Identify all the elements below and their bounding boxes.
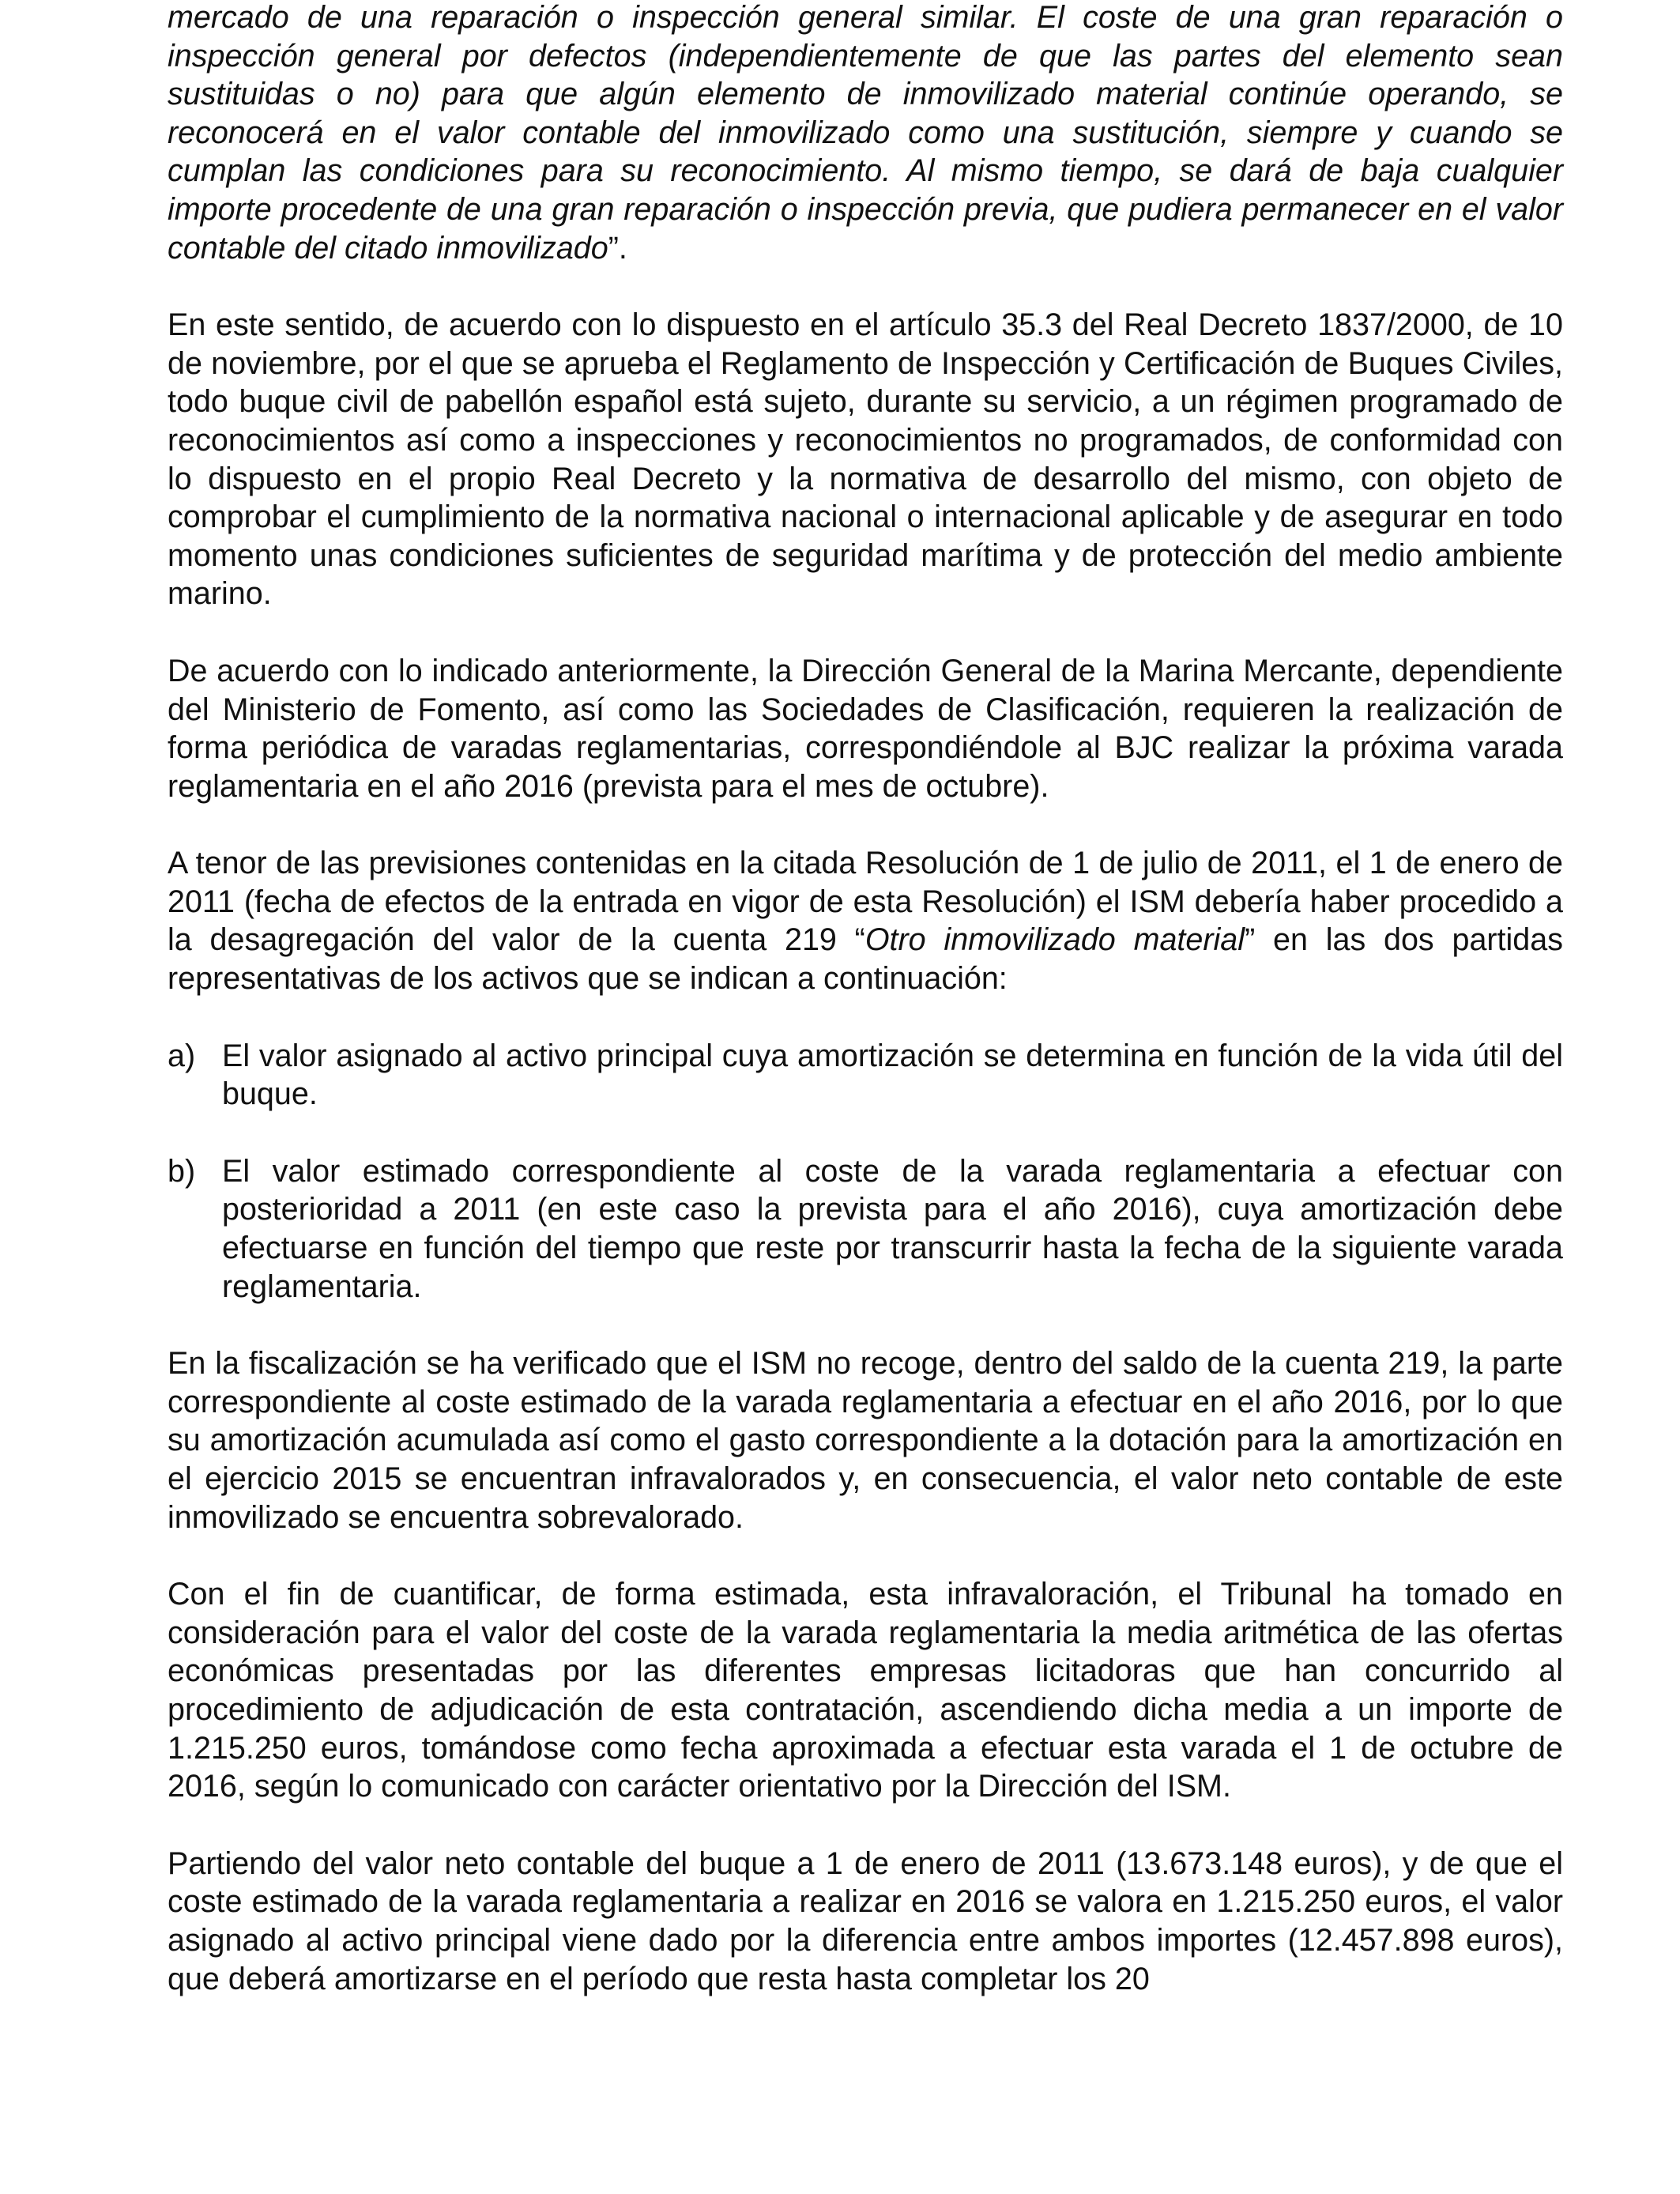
quote-closing-mark: ”. [608,230,627,266]
paragraph-varadas: De acuerdo con lo indicado anteriormente, la Dirección General de la Marina Mercante, dependiente del Ministerio de Fomento, así como las Sociedades de Clasificación, requieren la realización de forma periódica de varadas reglamentarias, correspondiéndole al BJC realizar la próxima varada reglamentaria en el año 2016 (prevista para el mes de octubre). [168,653,1563,804]
quote-italic-text: mercado de una reparación o inspección general similar. El coste de una gran reparación o inspección general por defectos (independientemente de que las partes del elemento sean sustituidas o no) para que algún elemento de inmovilizado material continúe operando, se reconocerá en el valor contable del inmovilizado como una sustitución, siempre y cuando se cumplan las condiciones para su reconocimiento. Al mismo tiempo, se dará de baja cualquier importe procedente de una gran reparación o inspección previa, que pudiera permanecer en el valor contable del citado inmovilizado [168,0,1563,266]
paragraph-quote-continuation [168,0,1563,267]
list-text-a: El valor asignado al activo principal cuya amortización se determina en función de la vida útil del buque. [222,1038,1563,1112]
resolucion-text-end: ” en las dos partidas representativas de los activos que se indican a continuación: [168,922,1563,997]
account-name-italic: Otro inmovilizado material [864,922,1245,958]
list-marker-a: a) [168,1038,196,1073]
paragraph-fiscalizacion: En la fiscalización se ha verificado que el ISM no recoge, dentro del saldo de la cuenta 219, la parte correspondiente al coste estimado de la varada reglamentaria a efectuar en el año 2016, por lo que su amortización acumulada así como el gasto correspondiente a la dotación para la amortización en el ejercicio 2015 se encuentran infravalorados y, en consecuencia, el valor neto contable de este inmovilizado se encuentra sobrevalorado. [168,1346,1563,1535]
paragraph-resolucion [168,844,1563,997]
paragraph-valor-neto: Partiendo del valor neto contable del buque a 1 de enero de 2011 (13.673.148 euros), y de que el coste estimado de la varada reglamentaria a realizar en 2016 se valora en 1.215.250 euros, el valor asignado al activo principal viene dado por la diferencia entre ambos importes (12.457.898 euros), que deberá amortizarse en el período que resta hasta completar los 20 [168,1845,1563,1996]
paragraph-real-decreto: En este sentido, de acuerdo con lo dispuesto en el artículo 35.3 del Real Decreto 1837/2000, de 10 de noviembre, por el que se aprueba el Reglamento de Inspección y Certificación de Buques Civiles, todo buque civil de pabellón español está sujeto, durante su servicio, a un régimen programado de reconocimientos así como a inspecciones y reconocimientos no programados, de conformidad con lo dispuesto en el propio Real Decreto y la normativa de desarrollo del mismo, con objeto de comprobar el cumplimiento de la normativa nacional o internacional aplicable y de asegurar en todo momento unas condiciones suficientes de seguridad marítima y de protección del medio ambiente marino. [168,307,1563,612]
list-item-b [168,1152,1563,1306]
list-marker-b: b) [168,1153,196,1189]
list-text-b: El valor estimado correspondiente al coste de la varada reglamentaria a efectuar con posterioridad a 2011 (en este caso la prevista para el año 2016), cuya amortización debe efectuarse en función del tiempo que reste por transcurrir hasta la fecha de la siguiente varada reglamentaria. [222,1153,1563,1304]
paragraph-cuantificacion: Con el fin de cuantificar, de forma estimada, esta infravaloración, el Tribunal ha tomado en consideración para el valor del coste de la varada reglamentaria la media aritmética de las ofertas económicas presentadas por las diferentes empresas licitadoras que han concurrido al procedimiento de adjudicación de esta contratación, ascendiendo dicha media a un importe de 1.215.250 euros, tomándose como fecha aproximada a efectuar esta varada el 1 de octubre de 2016, según lo comunicado con carácter orientativo por la Dirección del ISM. [168,1577,1563,1804]
list-item-a [168,1037,1563,1114]
document-page [168,0,1563,1998]
resolucion-text-start: A tenor de las previsiones contenidas en la citada Resolución de 1 de julio de 2011, el 1 de enero de 2011 (fecha de efectos de la entrada en vigor de esta Resolución) el ISM debería haber procedido a la desagregación del valor de la cuenta 219 “ [168,846,1563,958]
